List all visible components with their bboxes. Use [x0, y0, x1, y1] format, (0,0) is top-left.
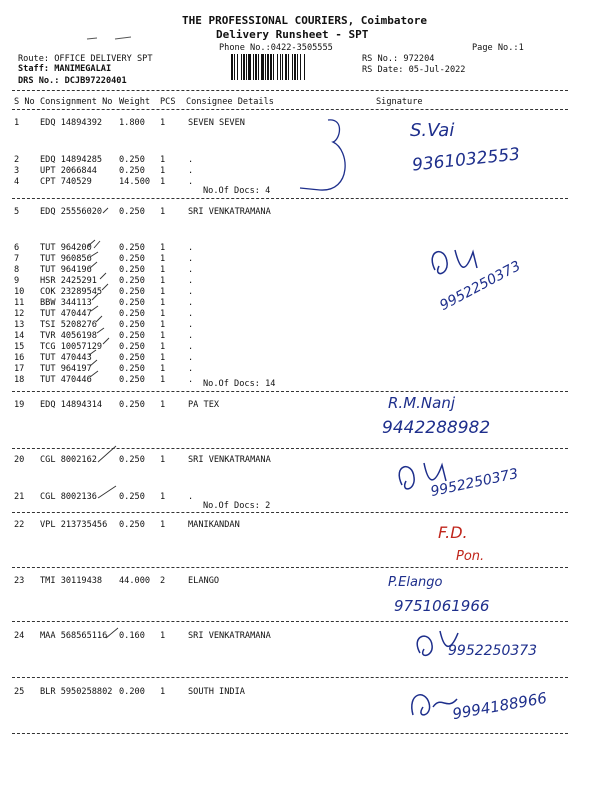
signature-phone: 9361032553 [411, 144, 521, 176]
cell-pcs: 1 [160, 118, 166, 128]
signature-mark: F.D. [438, 523, 468, 542]
cell-consignee: . [188, 287, 194, 297]
cell-pcs: 1 [160, 364, 166, 374]
cell-consignee: . [188, 342, 194, 352]
cell-consignment: CGL 8002136 [40, 492, 97, 502]
divider [12, 109, 568, 110]
cell-pcs: 1 [160, 298, 166, 308]
cell-consignee: MANIKANDAN [188, 520, 240, 530]
rs-date: RS Date: 05-Jul-2022 [362, 65, 466, 75]
cell-pcs: 1 [160, 276, 166, 286]
cell-pcs: 1 [160, 287, 166, 297]
signature-phone: 9442288982 [382, 418, 491, 438]
pen-mark [85, 34, 135, 44]
cell-weight: 0.250 [119, 520, 145, 530]
phone-number: Phone No.:0422-3505555 [219, 43, 333, 53]
cell-consignment: TUT 964196 [40, 265, 92, 275]
cell-sno: 25 [14, 687, 25, 697]
cell-pcs: 1 [160, 166, 166, 176]
cell-pcs: 1 [160, 400, 166, 410]
divider [12, 512, 568, 513]
cell-consignment: TUT 960856 [40, 254, 92, 264]
cell-pcs: 1 [160, 177, 166, 187]
docs-note: No.Of Docs: 4 [203, 186, 271, 196]
signature-phone: 9994188966 [451, 688, 549, 724]
cell-weight: 0.200 [119, 687, 145, 697]
cell-consignment: TVR 4056198 [40, 331, 97, 341]
cell-pcs: 1 [160, 309, 166, 319]
cell-weight: 0.250 [119, 155, 145, 165]
cell-consignment: UPT 2066844 [40, 166, 97, 176]
cell-consignee: . [188, 166, 194, 176]
route: Route: OFFICE DELIVERY SPT [18, 54, 153, 64]
cell-sno: 23 [14, 576, 25, 586]
cell-consignment: VPL 213735456 [40, 520, 108, 530]
cell-weight: 0.250 [119, 298, 145, 308]
cell-weight: 44.000 [119, 576, 151, 586]
cell-sno: 9 [14, 276, 20, 286]
cell-consignee: SRI VENKATRAMANA [188, 631, 271, 641]
cell-sno: 12 [14, 309, 25, 319]
cell-weight: 0.250 [119, 243, 145, 253]
staff: Staff: MANIMEGALAI [18, 64, 112, 74]
divider [12, 733, 568, 734]
col-consignment: Consignment No [40, 97, 113, 107]
cell-pcs: 1 [160, 254, 166, 264]
cell-consignee: SRI VENKATRAMANA [188, 455, 271, 465]
cell-weight: 0.250 [119, 364, 145, 374]
signature-scribble [390, 455, 460, 500]
cell-consignee: . [188, 375, 194, 385]
cell-consignment: TUT 470443 [40, 353, 92, 363]
divider [12, 677, 568, 678]
cell-weight: 0.250 [119, 207, 145, 217]
cell-consignment: BLR 5950258802 [40, 687, 113, 697]
cell-consignee: . [188, 492, 194, 502]
col-weight: Weight [119, 97, 151, 107]
signature-mark: R.M.Nanj [388, 394, 455, 412]
cell-sno: 11 [14, 298, 25, 308]
cell-pcs: 1 [160, 243, 166, 253]
signature-mark: S.Vai [410, 120, 455, 141]
cell-pcs: 1 [160, 207, 166, 217]
cell-weight: 0.250 [119, 166, 145, 176]
cell-pcs: 1 [160, 687, 166, 697]
cell-sno: 1 [14, 118, 20, 128]
cell-weight: 0.250 [119, 309, 145, 319]
cell-weight: 14.500 [119, 177, 151, 187]
signature-phone: 9952250373 [448, 643, 538, 659]
cell-consignment: TUT 964200 [40, 243, 92, 253]
cell-pcs: 1 [160, 520, 166, 530]
cell-consignee: . [188, 265, 194, 275]
cell-sno: 13 [14, 320, 25, 330]
company-name: THE PROFESSIONAL COURIERS, Coimbatore [182, 14, 428, 27]
cell-consignee: ELANGO [188, 576, 220, 586]
cell-sno: 17 [14, 364, 25, 374]
cell-weight: 0.250 [119, 353, 145, 363]
signature-scribble [405, 685, 465, 725]
page-number: Page No.:1 [472, 43, 524, 53]
cell-weight: 0.250 [119, 342, 145, 352]
cell-consignment: EDQ 14894314 [40, 400, 103, 410]
divider [12, 90, 568, 91]
cell-consignee: . [188, 243, 194, 253]
cell-sno: 7 [14, 254, 20, 264]
cell-consignee: SRI VENKATRAMANA [188, 207, 271, 217]
cell-consignment: TMI 30119438 [40, 576, 103, 586]
cell-weight: 0.250 [119, 331, 145, 341]
col-sno: S No [14, 97, 35, 107]
cell-sno: 19 [14, 400, 25, 410]
cell-sno: 18 [14, 375, 25, 385]
barcode [231, 54, 355, 80]
cell-sno: 10 [14, 287, 25, 297]
col-pcs: PCS [160, 97, 176, 107]
cell-pcs: 1 [160, 492, 166, 502]
cell-sno: 4 [14, 177, 20, 187]
cell-weight: 0.250 [119, 492, 145, 502]
cell-consignee: . [188, 254, 194, 264]
cell-consignee: . [188, 331, 194, 341]
cell-consignee: . [188, 298, 194, 308]
col-consignee: Consignee Details [186, 97, 274, 107]
divider [12, 621, 568, 622]
cell-consignment: EDQ 25556020 [40, 207, 103, 217]
cell-consignment: CGL 8002162 [40, 455, 97, 465]
cell-consignee: SOUTH INDIA [188, 687, 245, 697]
signature-phone: 9952250373 [437, 258, 524, 315]
cell-consignee: . [188, 353, 194, 363]
signature-mark: Pon. [456, 549, 485, 564]
cell-pcs: 1 [160, 631, 166, 641]
cell-pcs: 2 [160, 576, 166, 586]
cell-sno: 21 [14, 492, 25, 502]
col-signature: Signature [376, 97, 423, 107]
cell-weight: 0.250 [119, 455, 145, 465]
cell-consignee: . [188, 364, 194, 374]
cell-consignee: PA TEX [188, 400, 220, 410]
cell-consignment: TUT 964197 [40, 364, 92, 374]
cell-pcs: 1 [160, 331, 166, 341]
cell-consignment: COK 23289545 [40, 287, 103, 297]
cell-pcs: 1 [160, 375, 166, 385]
cell-sno: 6 [14, 243, 20, 253]
cell-weight: 0.250 [119, 400, 145, 410]
cell-weight: 0.250 [119, 375, 145, 385]
cell-weight: 0.160 [119, 631, 145, 641]
cell-consignment: BBW 344113 [40, 298, 92, 308]
cell-consignee: . [188, 155, 194, 165]
cell-pcs: 1 [160, 265, 166, 275]
cell-sno: 20 [14, 455, 25, 465]
cell-pcs: 1 [160, 342, 166, 352]
drs-number: DRS No.: DCJB97220401 [18, 76, 127, 86]
divider [12, 567, 568, 568]
cell-weight: 0.250 [119, 287, 145, 297]
cell-consignment: TSI 5208276 [40, 320, 97, 330]
cell-consignee: . [188, 177, 194, 187]
cell-sno: 22 [14, 520, 25, 530]
cell-consignment: EDQ 14894285 [40, 155, 103, 165]
cell-consignee: SEVEN SEVEN [188, 118, 245, 128]
cell-sno: 14 [14, 331, 25, 341]
cell-consignment: HSR 2425291 [40, 276, 97, 286]
signature-mark: P.Elango [388, 575, 443, 590]
cell-sno: 3 [14, 166, 20, 176]
cell-sno: 8 [14, 265, 20, 275]
cell-consignee: . [188, 320, 194, 330]
divider [12, 198, 568, 199]
cell-pcs: 1 [160, 320, 166, 330]
docs-note: No.Of Docs: 14 [203, 379, 276, 389]
docs-note: No.Of Docs: 2 [203, 501, 271, 511]
rs-number: RS No.: 972204 [362, 54, 435, 64]
cell-sno: 15 [14, 342, 25, 352]
cell-consignee: . [188, 276, 194, 286]
cell-weight: 0.250 [119, 254, 145, 264]
cell-pcs: 1 [160, 455, 166, 465]
cell-consignment: MAA 568565116 [40, 631, 108, 641]
runsheet-title: Delivery Runsheet - SPT [216, 28, 369, 41]
cell-weight: 1.800 [119, 118, 145, 128]
cell-sno: 16 [14, 353, 25, 363]
cell-weight: 0.250 [119, 276, 145, 286]
signature-scribble [410, 625, 470, 665]
divider [12, 391, 568, 392]
signature-scribble [425, 240, 495, 285]
cell-consignee: . [188, 309, 194, 319]
cell-consignment: TUT 470446 [40, 375, 92, 385]
cell-pcs: 1 [160, 353, 166, 363]
cell-pcs: 1 [160, 155, 166, 165]
cell-weight: 0.250 [119, 265, 145, 275]
cell-consignment: TCG 10057129 [40, 342, 103, 352]
cell-sno: 5 [14, 207, 20, 217]
signature-phone: 9751061966 [394, 597, 490, 615]
cell-sno: 2 [14, 155, 20, 165]
cell-sno: 24 [14, 631, 25, 641]
cell-consignment: CPT 740529 [40, 177, 92, 187]
cell-consignment: TUT 470447 [40, 309, 92, 319]
cell-consignment: EDQ 14894392 [40, 118, 103, 128]
signature-phone: 9952250373 [429, 465, 520, 501]
cell-weight: 0.250 [119, 320, 145, 330]
divider [12, 448, 568, 449]
